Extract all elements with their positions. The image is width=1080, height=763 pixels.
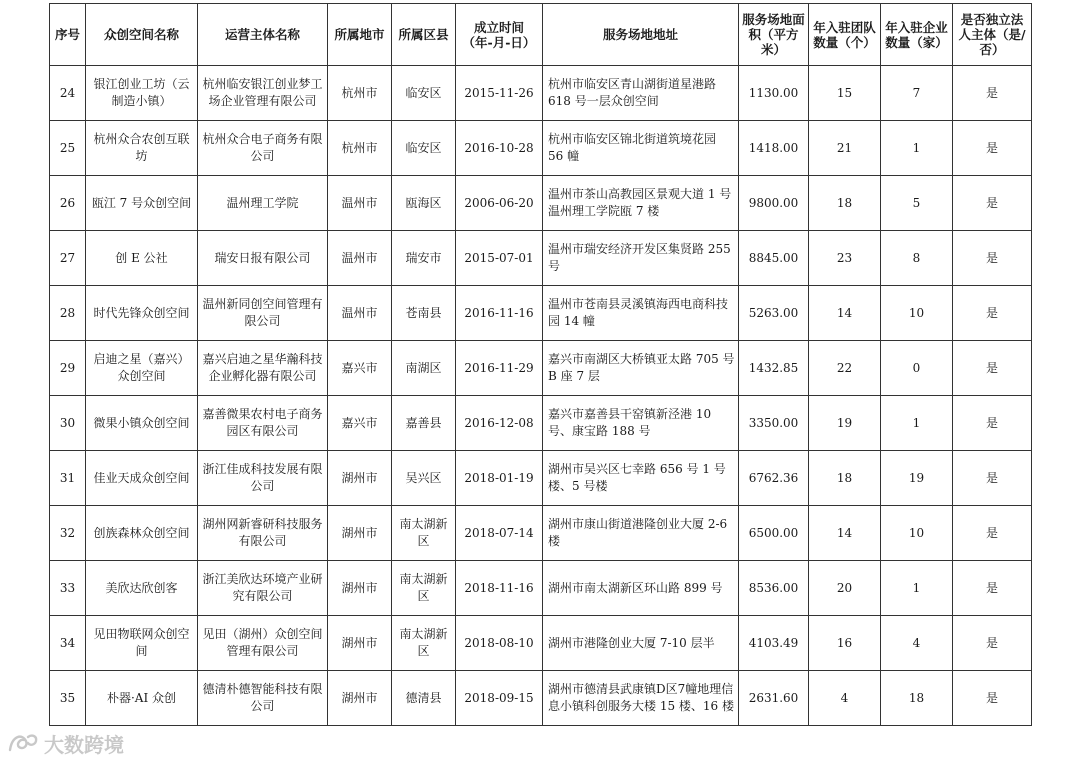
cell-operator: 见田（湖州）众创空间管理有限公司	[198, 616, 328, 671]
cell-independent: 是	[953, 286, 1032, 341]
cell-address: 杭州市临安区青山湖街道星港路 618 号一层众创空间	[543, 66, 739, 121]
cell-address: 嘉兴市南湖区大桥镇亚太路 705 号 B 座 7 层	[543, 341, 739, 396]
cell-city: 湖州市	[328, 506, 392, 561]
cell-address: 温州市苍南县灵溪镇海西电商科技园 14 幢	[543, 286, 739, 341]
cell-no: 24	[50, 66, 86, 121]
cell-district: 南太湖新区	[392, 506, 456, 561]
cell-date: 2018-01-19	[456, 451, 543, 506]
cell-independent: 是	[953, 616, 1032, 671]
cell-name: 美欣达欣创客	[86, 561, 198, 616]
column-header-city: 所属地市	[328, 4, 392, 66]
cell-independent: 是	[953, 66, 1032, 121]
cell-companies: 1	[881, 396, 953, 451]
cell-city: 湖州市	[328, 671, 392, 726]
column-header-name: 众创空间名称	[86, 4, 198, 66]
cell-city: 杭州市	[328, 121, 392, 176]
cell-date: 2016-10-28	[456, 121, 543, 176]
cell-date: 2018-07-14	[456, 506, 543, 561]
table-body	[50, 66, 1032, 726]
table-row	[50, 616, 1032, 671]
cell-city: 温州市	[328, 231, 392, 286]
cell-no: 34	[50, 616, 86, 671]
cell-companies: 19	[881, 451, 953, 506]
cell-date: 2018-09-15	[456, 671, 543, 726]
cell-teams: 23	[809, 231, 881, 286]
cell-no: 28	[50, 286, 86, 341]
cell-district: 瓯海区	[392, 176, 456, 231]
cell-independent: 是	[953, 506, 1032, 561]
cell-name: 创族森林众创空间	[86, 506, 198, 561]
column-header-no: 序号	[50, 4, 86, 66]
cell-independent: 是	[953, 121, 1032, 176]
cell-independent: 是	[953, 176, 1032, 231]
table-row	[50, 451, 1032, 506]
cell-name: 瓯江 7 号众创空间	[86, 176, 198, 231]
cell-date: 2016-11-16	[456, 286, 543, 341]
cell-city: 湖州市	[328, 451, 392, 506]
cell-no: 33	[50, 561, 86, 616]
cell-city: 温州市	[328, 176, 392, 231]
table-row	[50, 561, 1032, 616]
cell-no: 35	[50, 671, 86, 726]
cell-name: 创 E 公社	[86, 231, 198, 286]
cell-operator: 瑞安日报有限公司	[198, 231, 328, 286]
cell-independent: 是	[953, 451, 1032, 506]
cell-teams: 21	[809, 121, 881, 176]
cell-address: 湖州市吴兴区七幸路 656 号 1 号楼、5 号楼	[543, 451, 739, 506]
cell-city: 湖州市	[328, 561, 392, 616]
cell-independent: 是	[953, 396, 1032, 451]
cell-teams: 4	[809, 671, 881, 726]
makerspace-table	[49, 3, 1032, 726]
cell-name: 微果小镇众创空间	[86, 396, 198, 451]
cell-operator: 杭州众合电子商务有限公司	[198, 121, 328, 176]
cell-address: 湖州市港隆创业大厦 7-10 层半	[543, 616, 739, 671]
column-header-operator: 运营主体名称	[198, 4, 328, 66]
cell-teams: 22	[809, 341, 881, 396]
cell-date: 2016-11-29	[456, 341, 543, 396]
cell-district: 南太湖新区	[392, 616, 456, 671]
table-row	[50, 121, 1032, 176]
cell-no: 26	[50, 176, 86, 231]
column-header-independent: 是否独立法人主体（是/否）	[953, 4, 1032, 66]
cell-teams: 14	[809, 286, 881, 341]
cell-operator: 嘉兴启迪之星华瀚科技企业孵化器有限公司	[198, 341, 328, 396]
cell-area: 8845.00	[739, 231, 809, 286]
cell-operator: 温州新同创空间管理有限公司	[198, 286, 328, 341]
table-row	[50, 286, 1032, 341]
watermark-text: 大数跨境	[44, 732, 124, 757]
cell-teams: 18	[809, 451, 881, 506]
cell-no: 27	[50, 231, 86, 286]
cell-no: 29	[50, 341, 86, 396]
cell-area: 8536.00	[739, 561, 809, 616]
cell-area: 2631.60	[739, 671, 809, 726]
cell-companies: 18	[881, 671, 953, 726]
cell-teams: 19	[809, 396, 881, 451]
cell-date: 2018-08-10	[456, 616, 543, 671]
cell-operator: 德清朴德智能科技有限公司	[198, 671, 328, 726]
cell-area: 4103.49	[739, 616, 809, 671]
cell-city: 杭州市	[328, 66, 392, 121]
cell-independent: 是	[953, 231, 1032, 286]
cell-district: 嘉善县	[392, 396, 456, 451]
cell-area: 3350.00	[739, 396, 809, 451]
cell-district: 南太湖新区	[392, 561, 456, 616]
cell-area: 6762.36	[739, 451, 809, 506]
cell-name: 朴器·AI 众创	[86, 671, 198, 726]
cell-companies: 1	[881, 561, 953, 616]
cell-district: 临安区	[392, 121, 456, 176]
cell-address: 湖州市德清县武康镇D区7幢地理信息小镇科创服务大楼 15 楼、16 楼	[543, 671, 739, 726]
column-header-area: 服务场地面积（平方米）	[739, 4, 809, 66]
cell-operator: 浙江美欣达环境产业研究有限公司	[198, 561, 328, 616]
cell-teams: 14	[809, 506, 881, 561]
table-row	[50, 66, 1032, 121]
cell-operator: 浙江佳成科技发展有限公司	[198, 451, 328, 506]
cell-area: 9800.00	[739, 176, 809, 231]
cell-name: 杭州众合农创互联坊	[86, 121, 198, 176]
cell-city: 嘉兴市	[328, 341, 392, 396]
cell-city: 温州市	[328, 286, 392, 341]
brand-logo-icon	[6, 730, 40, 756]
cell-no: 30	[50, 396, 86, 451]
column-header-teams: 年入驻团队数量（个）	[809, 4, 881, 66]
table-row	[50, 671, 1032, 726]
cell-name: 见田物联网众创空间	[86, 616, 198, 671]
cell-companies: 0	[881, 341, 953, 396]
cell-district: 德清县	[392, 671, 456, 726]
cell-district: 瑞安市	[392, 231, 456, 286]
cell-operator: 杭州临安银江创业梦工场企业管理有限公司	[198, 66, 328, 121]
cell-companies: 5	[881, 176, 953, 231]
cell-district: 临安区	[392, 66, 456, 121]
cell-address: 温州市瑞安经济开发区集贤路 255 号	[543, 231, 739, 286]
cell-companies: 1	[881, 121, 953, 176]
cell-companies: 7	[881, 66, 953, 121]
table-row	[50, 231, 1032, 286]
column-header-companies: 年入驻企业数量（家）	[881, 4, 953, 66]
table-row	[50, 506, 1032, 561]
cell-companies: 10	[881, 506, 953, 561]
cell-date: 2006-06-20	[456, 176, 543, 231]
cell-companies: 4	[881, 616, 953, 671]
cell-no: 31	[50, 451, 86, 506]
header-row	[50, 4, 1032, 66]
cell-operator: 嘉善微果农村电子商务园区有限公司	[198, 396, 328, 451]
table-row	[50, 341, 1032, 396]
cell-area: 1432.85	[739, 341, 809, 396]
cell-companies: 8	[881, 231, 953, 286]
cell-address: 湖州市康山街道港隆创业大厦 2-6 楼	[543, 506, 739, 561]
cell-no: 32	[50, 506, 86, 561]
cell-name: 启迪之星（嘉兴）众创空间	[86, 341, 198, 396]
cell-district: 吴兴区	[392, 451, 456, 506]
cell-address: 杭州市临安区锦北街道筑境花园 56 幢	[543, 121, 739, 176]
cell-address: 嘉兴市嘉善县干窑镇新泾港 10 号、康宝路 188 号	[543, 396, 739, 451]
cell-teams: 20	[809, 561, 881, 616]
cell-date: 2015-11-26	[456, 66, 543, 121]
table-row	[50, 176, 1032, 231]
cell-address: 温州市茶山高教园区景观大道 1 号温州理工学院瓯 7 楼	[543, 176, 739, 231]
cell-companies: 10	[881, 286, 953, 341]
cell-city: 湖州市	[328, 616, 392, 671]
cell-area: 6500.00	[739, 506, 809, 561]
cell-date: 2018-11-16	[456, 561, 543, 616]
cell-area: 1130.00	[739, 66, 809, 121]
column-header-district: 所属区县	[392, 4, 456, 66]
cell-independent: 是	[953, 561, 1032, 616]
cell-operator: 湖州网新睿研科技服务有限公司	[198, 506, 328, 561]
cell-independent: 是	[953, 341, 1032, 396]
cell-operator: 温州理工学院	[198, 176, 328, 231]
cell-no: 25	[50, 121, 86, 176]
cell-city: 嘉兴市	[328, 396, 392, 451]
cell-area: 1418.00	[739, 121, 809, 176]
cell-date: 2016-12-08	[456, 396, 543, 451]
cell-teams: 16	[809, 616, 881, 671]
column-header-date: 成立时间（年-月-日）	[456, 4, 543, 66]
cell-name: 时代先锋众创空间	[86, 286, 198, 341]
cell-independent: 是	[953, 671, 1032, 726]
table-row	[50, 396, 1032, 451]
cell-district: 南湖区	[392, 341, 456, 396]
cell-name: 佳业天成众创空间	[86, 451, 198, 506]
cell-teams: 15	[809, 66, 881, 121]
column-header-address: 服务场地地址	[543, 4, 739, 66]
cell-name: 银江创业工坊（云制造小镇）	[86, 66, 198, 121]
cell-teams: 18	[809, 176, 881, 231]
cell-area: 5263.00	[739, 286, 809, 341]
cell-address: 湖州市南太湖新区环山路 899 号	[543, 561, 739, 616]
watermark	[6, 728, 124, 758]
cell-district: 苍南县	[392, 286, 456, 341]
cell-date: 2015-07-01	[456, 231, 543, 286]
